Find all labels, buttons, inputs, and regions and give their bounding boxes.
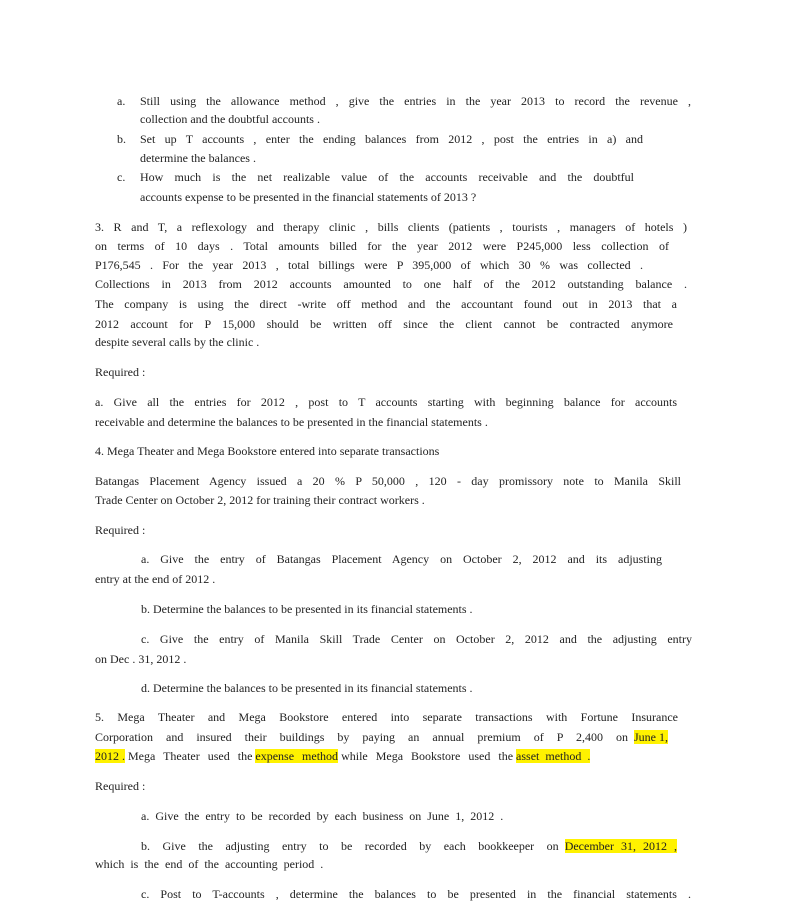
p3-line2: on terms of 10 days . Total amounts billed for the year 2012 were P245,000 less collection of (95, 239, 669, 253)
highlight-december-31: December 31, 2012 , (564, 839, 677, 853)
p5a-line: a. Give the entry to be recorded by each business on June 1, 2012 . (141, 809, 504, 823)
p4b-line2: Trade Center on October 2, 2012 for training their contract workers . (95, 493, 425, 507)
p5-line3 (95, 749, 590, 763)
required-label-5: Required : (95, 779, 146, 793)
p5-line3-mid2: while Mega Bookstore used the (341, 749, 514, 763)
p3a-line2: receivable and determine the balances to be presented in the financial statements . (95, 415, 488, 429)
p5-line3-mid1: Mega Theater used the (128, 749, 253, 763)
p5-line2 (95, 730, 668, 744)
p4a-line1: a. Give the entry of Batangas Placement Agency on October 2, 2012 and its adjusting (141, 552, 662, 566)
p5-line2-text: Corporation and insured their buildings by paying an annual premium of P 2,400 on (95, 730, 628, 744)
p5c-line: c. Post to T-accounts , determine the balances to be presented in the financial statements . (141, 887, 691, 901)
p3-line6: 2012 account for P 15,000 should be written off since the client cannot be contracted anymore (95, 317, 673, 331)
p4b-line1: Batangas Placement Agency issued a 20 % P 50,000 , 120 - day promissory note to Manila Skill (95, 474, 681, 488)
highlight-asset-method: asset method . (516, 749, 591, 763)
p5b-line1 (141, 839, 677, 853)
p5-line1: 5. Mega Theater and Mega Bookstore entered into separate transactions with Fortune Insurance (95, 710, 678, 724)
p4d-line: d. Determine the balances to be presented in its financial statements . (141, 681, 473, 695)
p3a-line1: a. Give all the entries for 2012 , post to T accounts starting with beginning balance for accounts (95, 395, 677, 409)
p4c-line1: c. Give the entry of Manila Skill Trade Center on October 2, 2012 and the adjusting entry (141, 632, 692, 646)
item-b-line2: determine the balances . (140, 151, 256, 165)
p3-line7: despite several calls by the clinic . (95, 335, 260, 349)
item-a-line1: Still using the allowance method , give the entries in the year 2013 to record the revenue , (140, 94, 691, 108)
highlight-expense-method: expense method (255, 749, 339, 763)
p3-line3: P176,545 . For the year 2013 , total billings were P 395,000 of which 30 % was collected . (95, 258, 643, 272)
item-c-marker: c. (117, 170, 126, 184)
p3-line1: 3. R and T, a reflexology and therapy clinic , bills clients (patients , tourists , managers of hotels ) (95, 220, 687, 234)
item-a-marker: a. (117, 94, 126, 108)
required-label-3: Required : (95, 365, 146, 379)
p5b-line2: which is the end of the accounting period . (95, 857, 324, 871)
item-a-line2: collection and the doubtful accounts . (140, 112, 320, 126)
p4a-line2: entry at the end of 2012 . (95, 572, 216, 586)
item-b-line1: Set up T accounts , enter the ending balances from 2012 , post the entries in a) and (140, 132, 643, 146)
item-b-marker: b. (117, 132, 126, 146)
p4c-line2: on Dec . 31, 2012 . (95, 652, 187, 666)
p3-line5: The company is using the direct -write off method and the accountant found out in 2013 that a (95, 297, 677, 311)
highlight-2012: 2012 . (95, 749, 125, 763)
item-c-line1: How much is the net realizable value of the accounts receivable and the doubtful (140, 170, 634, 184)
highlight-june-1: June 1, (634, 730, 668, 744)
p4-line: 4. Mega Theater and Mega Bookstore entered into separate transactions (95, 444, 440, 458)
item-c-line2: accounts expense to be presented in the financial statements of 2013 ? (140, 190, 477, 204)
p3-line4: Collections in 2013 from 2012 accounts amounted to one half of the 2012 outstanding balance . (95, 277, 687, 291)
required-label-4: Required : (95, 523, 146, 537)
p4b-determine-line: b. Determine the balances to be presented in its financial statements . (141, 602, 473, 616)
p5b-line1-text: b. Give the adjusting entry to be recorded by each bookkeeper on (141, 839, 559, 853)
